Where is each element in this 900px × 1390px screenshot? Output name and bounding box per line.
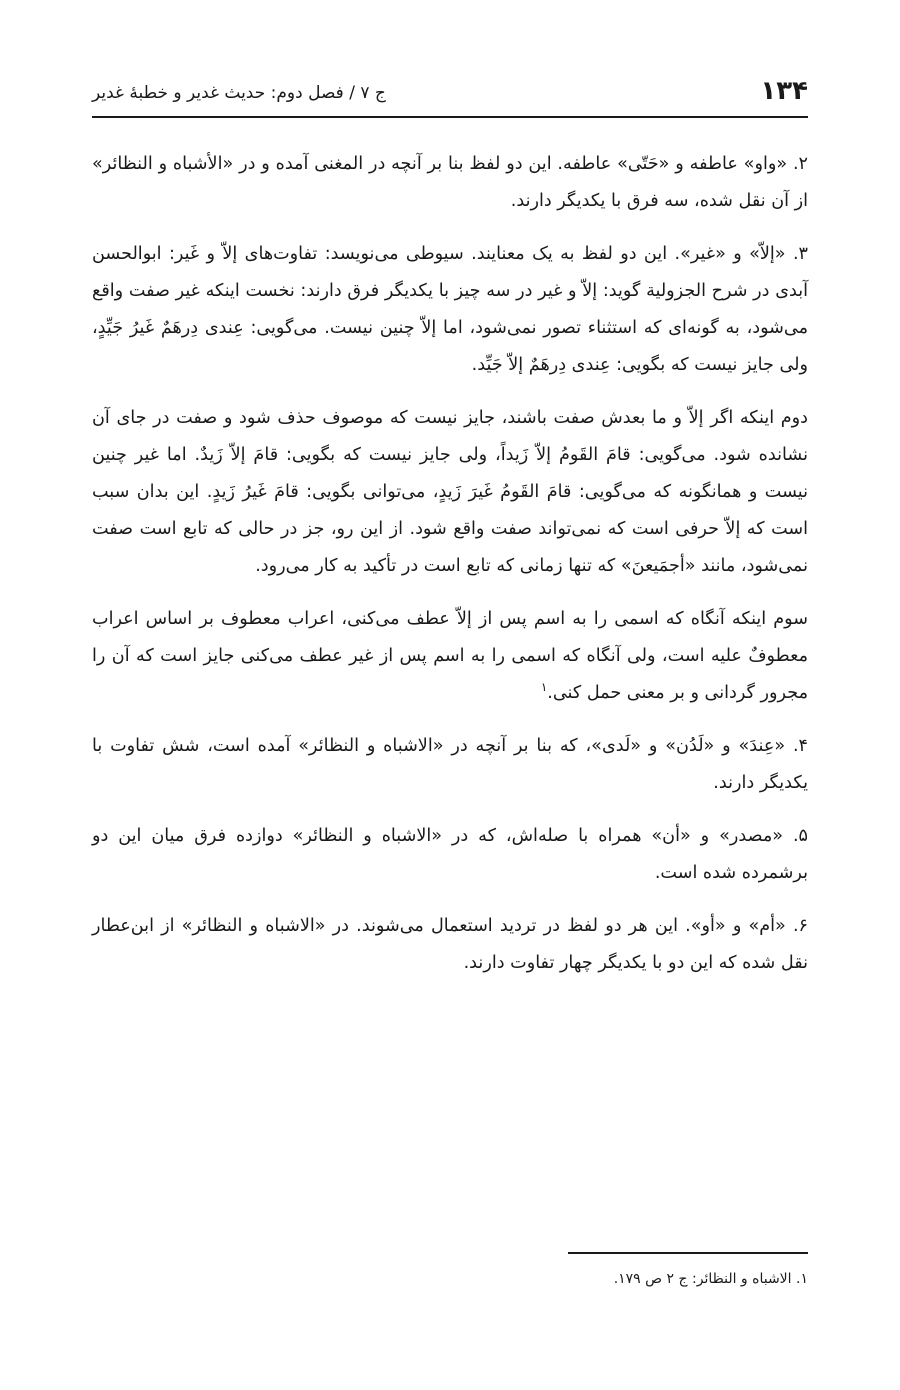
paragraph-2-waw-hatta: ۲. «واو» عاطفه و «حَتّی» عاطفه. این دو لفظ بنا بر آنچه در المغنی آمده و در «الأشباه و النظائر» از آن نقل شده، سه فرق با یکدیگر دارند. xyxy=(92,154,808,211)
paragraph-4-inda-ladun-lada: ۴. «عِندَ» و «لَدُن» و «لَدی»، که بنا بر آنچه در «الاشباه و النظائر» آمده است، شش تفاوت با یکدیگر دارند. xyxy=(92,736,808,793)
paragraph-5-masdar-an: ۵. «مصدر» و «أن» همراه با صله‌اش، که در «الاشباه و النظائر» دوازده فرق میان این دو برشمرده شده است. xyxy=(92,826,808,883)
paragraph-second-difference: دوم اینکه اگر إلاّ و ما بعدش صفت باشند، جایز نیست که موصوف حذف شود و صفت در جای آن نشانده شود. می‌گویی: قامَ القَومُ إلاّ زَیداً، ولی جایز نیست که بگویی: قامَ إلاّ زَیدٌ. اما غیر چنین نیست و همانگونه که می‌گویی: قامَ القَومُ غَیرَ زَیدٍ، می‌توانی بگویی: قامَ غَیرُ زَیدٍ. این بدان سبب است که إلاّ حرفی است که نمی‌تواند صفت واقع شود. از این رو، جز در حالی که تابع است صفت نمی‌شود، مانند «أجمَیعنَ» که تنها زمانی که تابع است در تأکید به کار می‌رود. xyxy=(92,408,808,576)
paragraph-third-difference xyxy=(92,601,808,712)
footnote-rule xyxy=(568,1252,808,1254)
page-number: ۱۳۴ xyxy=(760,76,808,106)
body-text xyxy=(92,146,808,998)
paragraph-6-am-aw: ۶. «أم» و «أو». این هر دو لفظ در تردید استعمال می‌شوند. در «الاشباه و النظائر» از ابن‌عطار نقل شده که این دو با یکدیگر چهار تفاوت دارند. xyxy=(92,916,808,973)
paragraph-third-difference-text: سوم اینکه آنگاه که اسمی را به اسم پس از إلاّ عطف می‌کنی، اعراب معطوف بر اساس اعراب معطوفٌ علیه است، ولی آنگاه که اسمی را به اسم پس از غیر عطف می‌کنی جایز است که آن را مجرور گردانی و بر معنی حمل کنی. xyxy=(92,609,808,703)
footnote: ۱. الاشباه و النظائر: ج ۲ ص ۱۷۹. xyxy=(613,1271,808,1287)
paragraph-3-illa-ghayr: ۳. «إلاّ» و «غیر». این دو لفظ به یک معنایند. سیوطی می‌نویسد: تفاوت‌های إلاّ و غَیر: ابوالحسن آبدی در شرح الجزولیة گوید: إلاّ و غیر در سه چیز با یکدیگر فرق دارند: نخست اینکه غیر صفت واقع می‌شود، به گونه‌ای که استثناء تصور نمی‌شود، اما إلاّ چنین نیست. می‌گویی: عِندی دِرهَمٌ غَیرُ جَیِّدٍ، ولی جایز نیست که بگویی: عِندی دِرهَمٌ إلاّ جَیِّد. xyxy=(92,244,808,375)
footnote-reference[interactable]: ۱ xyxy=(540,680,548,695)
book-page xyxy=(92,0,808,1390)
running-title: ج ۷ / فصل دوم: حدیث غدیر و خطبهٔ غدیر xyxy=(92,83,386,103)
running-head xyxy=(92,68,808,108)
header-rule xyxy=(92,116,808,118)
